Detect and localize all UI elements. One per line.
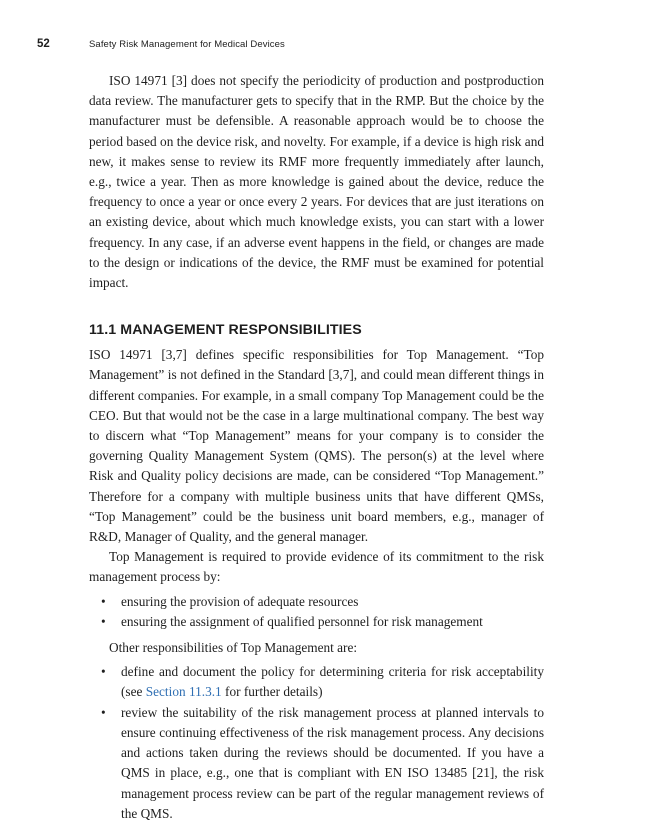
section-paragraph-2: Top Management is required to provide evidence of its commitment to the risk management process by: [89, 549, 544, 585]
list-item-text-after-link: for further details) [221, 684, 323, 700]
section-paragraph-3: Other responsibilities of Top Management are: [109, 640, 358, 656]
page-number: 52 [37, 38, 50, 50]
bullet-icon: • [101, 704, 106, 720]
section-heading: 11.1 MANAGEMENT RESPONSIBILITIES [89, 322, 362, 339]
bullet-icon: • [101, 593, 106, 609]
list-item [89, 592, 544, 612]
page-body [89, 71, 544, 828]
list-item-text: review the suitability of the risk management process at planned intervals to ensure continuing effectiveness of the risk management process. Any decisions and actions taken during the reviews should be documented. If you have a QMS in place, e.g., one that is compliant with EN ISO 13485 [21], the risk management process review can be part of the regular management reviews of the QMS. [121, 704, 544, 821]
list-item-text: ensuring the provision of adequate resources [121, 593, 359, 609]
running-head [37, 38, 617, 54]
book-title: Safety Risk Management for Medical Devices [89, 39, 285, 50]
section-cross-reference-link[interactable]: Section 11.3.1 [145, 684, 222, 700]
bullet-icon: • [101, 613, 106, 629]
list-item-text-before-link: define and document the policy for determining criteria for risk acceptability (see [121, 664, 544, 700]
list-item [89, 662, 544, 702]
commitment-list [89, 592, 544, 632]
section-paragraph-1: ISO 14971 [3,7] defines specific responsibilities for Top Management. “Top Management” is not defined in the Standard [3,7], and could mean different things in different companies. For example, in a small company Top Management could be the CEO. But that would not be the case in a large multinational company. The best way to discern what “Top Management” means for your company is to consider the governing Quality Management System (QMS). The person(s) at the level where Risk and Quality policy decisions are made, can be considered “Top Management.” Therefore for a company with multiple business units that have different QMSs, “Top Management” could be the business unit board members, e.g., manager of R&D, Manager of Quality, and the general manager. [89, 347, 544, 545]
list-item [89, 612, 544, 632]
list-item-text: ensuring the assignment of qualified personnel for risk management [121, 613, 483, 629]
list-item [89, 703, 544, 824]
intro-paragraph: ISO 14971 [3] does not specify the periodicity of production and postproduction data review. The manufacturer gets to specify that in the RMP. But the choice by the manufacturer must be defensible. A reasonable approach would be to choose the period based on the device risk, and novelty. For example, if a device is high risk and new, it makes sense to review its RMF more frequently immediately after launch, e.g., twice a year. Then as more knowledge is gained about the device, reduce the frequency to once a year or once every 2 years. For devices that are just iterations on an existing device, about which much knowledge exists, you can start with a lower frequency. In any case, if an adverse event happens in the field, or changes are made to the design or indications of the device, the RMF must be examined for potential impact. [89, 73, 544, 291]
bullet-icon: • [101, 664, 106, 680]
